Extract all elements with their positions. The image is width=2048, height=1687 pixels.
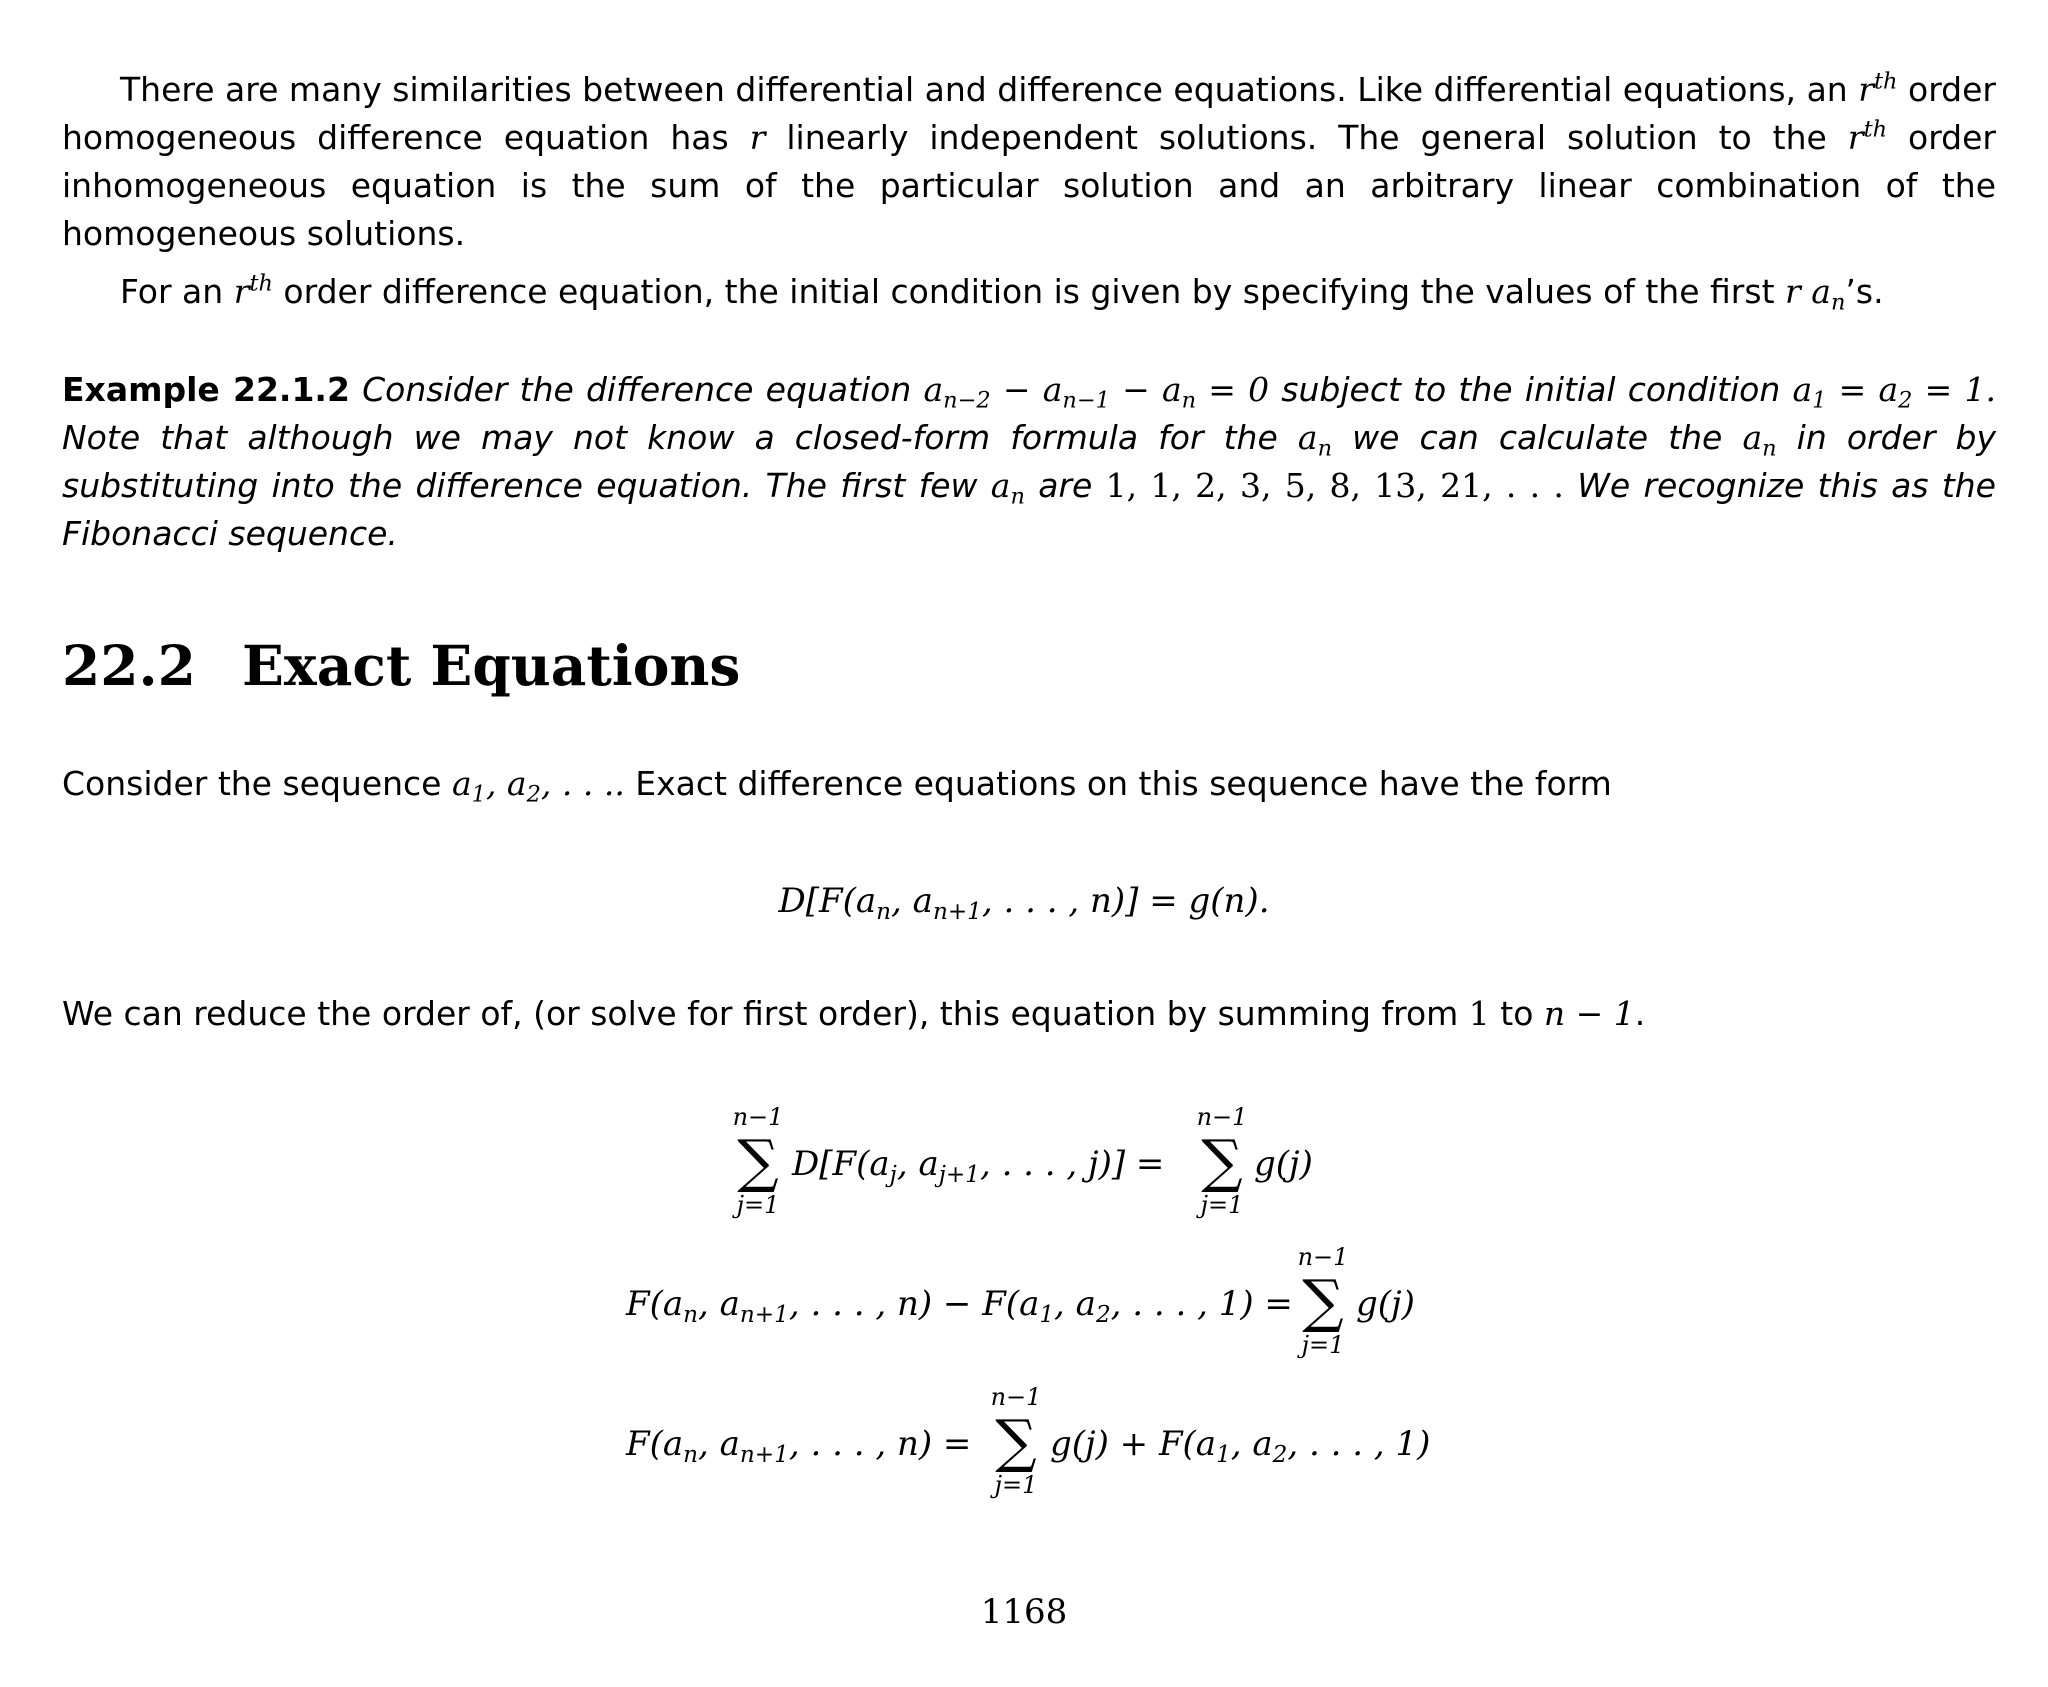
math-a-n: $a_n$ [990,466,1025,510]
math-a-n: $a_n$ [1811,272,1846,316]
math-initial-condition: $a_1 = a_2 = 1$. [1792,370,1996,414]
math-r: r [1785,272,1801,311]
text-run: We can reduce the order of, (or solve for first order), this equation by summing from [62,994,1469,1033]
section-number: 22.2 [62,633,196,698]
math-r: $r^{th}$ [1858,68,1898,109]
text-run: order inhomogeneous equation is the sum of the particular solution and an arbitrary linear combination of the homogeneous solutions. [62,118,1996,253]
summation-sign: n−1 ∑ j=1 [732,1103,784,1219]
text-run: ’s. [1845,272,1884,311]
paragraph-similarities [62,66,1996,258]
math-r: $r^{th}$ [233,270,273,311]
text-run: There are many similarities between differential and difference equations. Like differential equations, an [120,70,1859,109]
equation-line-2-rhs: g(j) [1356,1284,1415,1324]
section-title: Exact Equations [242,633,741,698]
paragraph-reduce-order [62,990,1996,1038]
math-r: $r^{th}$ [1847,116,1888,157]
equation-line-1-lhs: $D[F(a_j$, $a_{j+1}$, . . . , j)] = [792,1144,1165,1188]
math-difference-equation: $a_{n-2} - a_{n-1} - a_n = 0$ [923,370,1270,414]
summation-sign: n−1 ∑ j=1 [1196,1103,1248,1219]
example-label: Example 22.1.2 [62,370,350,409]
math-a-n: $a_n$ [1742,418,1777,462]
summation-sign: n−1 ∑ j=1 [1297,1243,1349,1359]
text-run: order homogeneous difference equation has [62,70,1996,157]
page-number: 1168 [980,1592,1068,1632]
text-run: Consider the sequence [62,764,452,803]
example-22-1-2 [62,366,1996,558]
paragraph-consider-sequence [62,760,1996,808]
math-sequence: $a_1$, $a_2$, . . .. [451,764,625,808]
equation-line-2-lhs: $F(a_n$, $a_{n+1}$, . . . , $n) - F(a_1$, $a_2$, . . . , 1) = [626,1284,1293,1328]
equation-line-3-lhs: $F(a_n$, $a_{n+1}$, . . . , n) = [626,1424,972,1468]
text-run: order difference equation, the initial condition is given by specifying the values of the first [272,272,1785,311]
text-run: Exact difference equations on this sequence have the form [624,764,1612,803]
text-run: linearly independent solutions. The general solution to the [765,118,1848,157]
math-r: r [749,118,766,157]
display-equation-exact-form: $D[F(a_n$, $a_{n+1}$, . . . , n)] = g(n). [778,881,1270,925]
math-one: 1 [1468,994,1490,1033]
math-a-n: $a_n$ [1297,418,1333,462]
equation-line-1-rhs: g(j) [1254,1144,1313,1184]
text-run: to [1489,994,1544,1033]
text-run: For an [120,272,234,311]
text-run: . [1634,994,1646,1033]
section-heading [62,630,740,702]
math-n-minus-1: n − 1 [1543,994,1635,1033]
math-fibonacci-sequence: 1, 1, 2, 3, 5, 8, 13, 21, . . . [1105,466,1564,505]
summation-sign: n−1 ∑ j=1 [990,1383,1042,1499]
equation-line-3-rhs: $g(j) + F(a_1$, $a_2$, . . . , 1) [1050,1424,1431,1468]
example-body: Consider the difference equation $a_{n-2} - a_{n-1} - a_n = 0$ subject to the initial condition $a_1 = a_2 = 1$. Note that although we may not know a closed-form formula for the $a_n$ we can calculate the $a_n$ in order by substituting into the difference equation. The first few $a_n$ are 1, 1, 2, 3, 5, 8, 13, 21, . . . We recognize this as the Fibonacci sequence. [62,370,1997,553]
paragraph-initial-condition [62,268,1996,316]
